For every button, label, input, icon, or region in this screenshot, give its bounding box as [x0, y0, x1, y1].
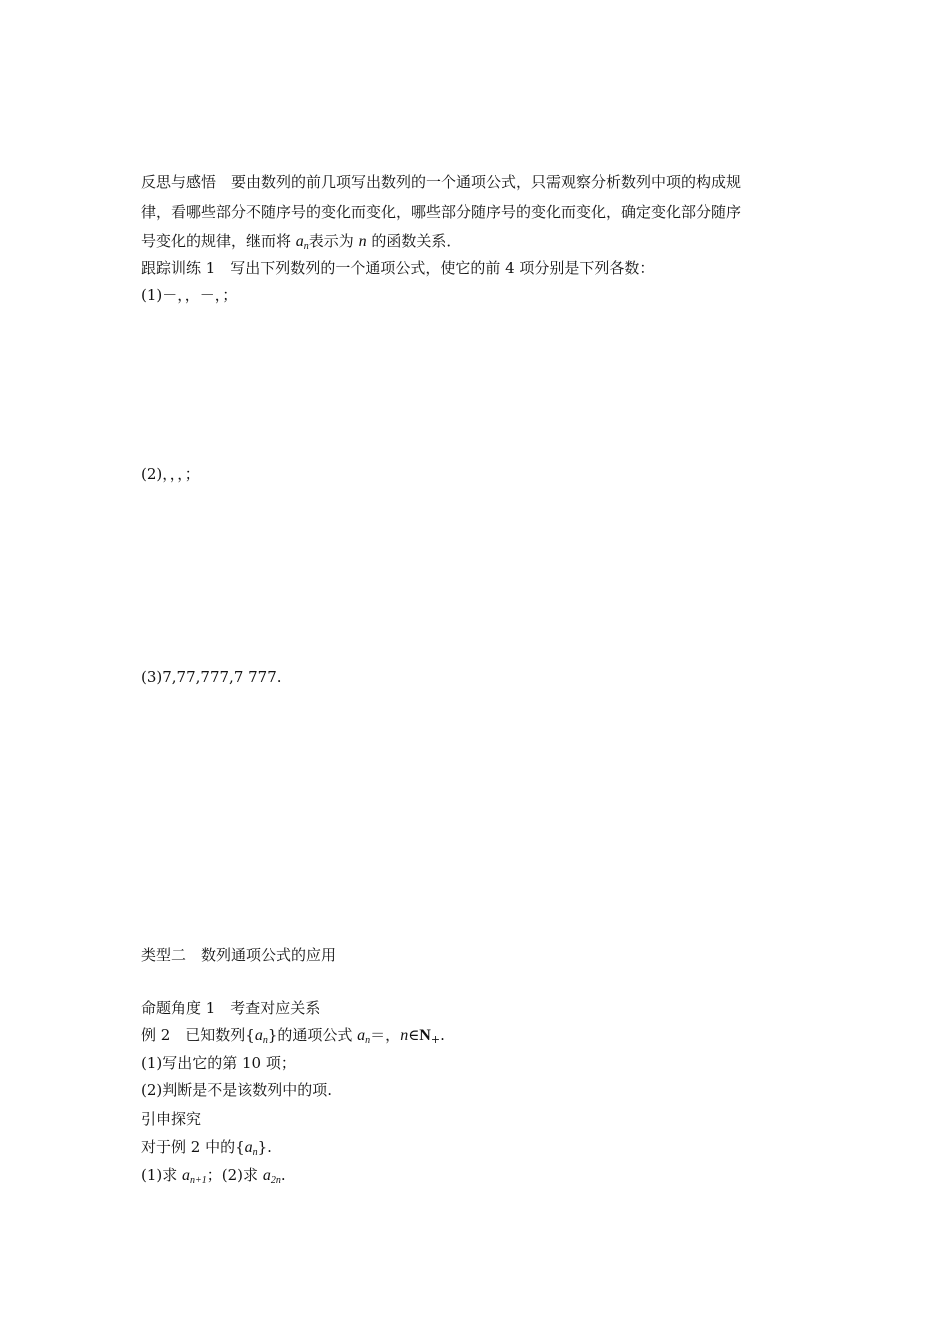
text: 号变化的规律，继而将	[141, 232, 296, 250]
text: ＝，	[370, 1026, 401, 1044]
math-subscript: n	[252, 1147, 258, 1158]
training-item-3: (3)7,77,777,7 777.	[141, 668, 282, 686]
training-item-1: (1)－，，－，；	[141, 286, 238, 304]
question-2: (2)判断是不是该数列中的项.	[141, 1081, 333, 1099]
text: 例 2 已知数列{	[141, 1026, 255, 1044]
text: ∈	[408, 1026, 420, 1044]
type2-heading: 类型二 数列通项公式的应用	[141, 946, 337, 964]
math-subscript: 2n	[270, 1175, 281, 1186]
extension-questions	[141, 1165, 286, 1185]
math-var: n	[400, 1027, 409, 1044]
text: (1)求	[141, 1166, 183, 1184]
extension-heading: 引申探究	[141, 1110, 202, 1128]
training-heading: 跟踪训练 1 写出下列数列的一个通项公式，使它的前 4 项分别是下列各数：	[141, 259, 655, 277]
text: 的函数关系．	[366, 232, 462, 250]
math-subscript: n	[262, 1035, 268, 1046]
math-subscript: n+1	[190, 1175, 207, 1186]
math-subscript: n	[303, 241, 309, 252]
natural-numbers-symbol: N	[419, 1027, 431, 1044]
text: .	[440, 1026, 445, 1044]
reflection-line-1: 反思与感悟 要由数列的前几项写出数列的一个通项公式，只需观察分析数列中项的构成规	[141, 173, 742, 191]
question-1: (1)写出它的第 10 项；	[141, 1054, 296, 1072]
text: 对于例 2 中的{	[141, 1138, 245, 1156]
angle1-heading: 命题角度 1 考查对应关系	[141, 999, 321, 1017]
reflection-line-3	[141, 231, 461, 251]
math-var: n	[358, 233, 367, 250]
math-subscript: n	[365, 1035, 371, 1046]
text: }的通项公式	[267, 1026, 358, 1044]
math-var: a	[254, 1027, 263, 1044]
math-var: a	[357, 1027, 366, 1044]
extension-line	[141, 1137, 272, 1157]
math-var: a	[262, 1167, 271, 1184]
reflection-line-2: 律，看哪些部分不随序号的变化而变化，哪些部分随序号的变化而变化，确定变化部分随序	[141, 203, 742, 221]
example2-line	[141, 1025, 445, 1045]
training-item-2: (2)，，，；	[141, 465, 200, 483]
text: 表示为	[308, 232, 359, 250]
math-var: a	[244, 1139, 253, 1156]
math-subscript: +	[430, 1033, 441, 1046]
math-var: a	[295, 233, 304, 250]
text: .	[280, 1166, 286, 1184]
math-var: a	[182, 1167, 191, 1184]
text: ；(2)求	[206, 1166, 263, 1184]
text: }.	[257, 1138, 272, 1156]
